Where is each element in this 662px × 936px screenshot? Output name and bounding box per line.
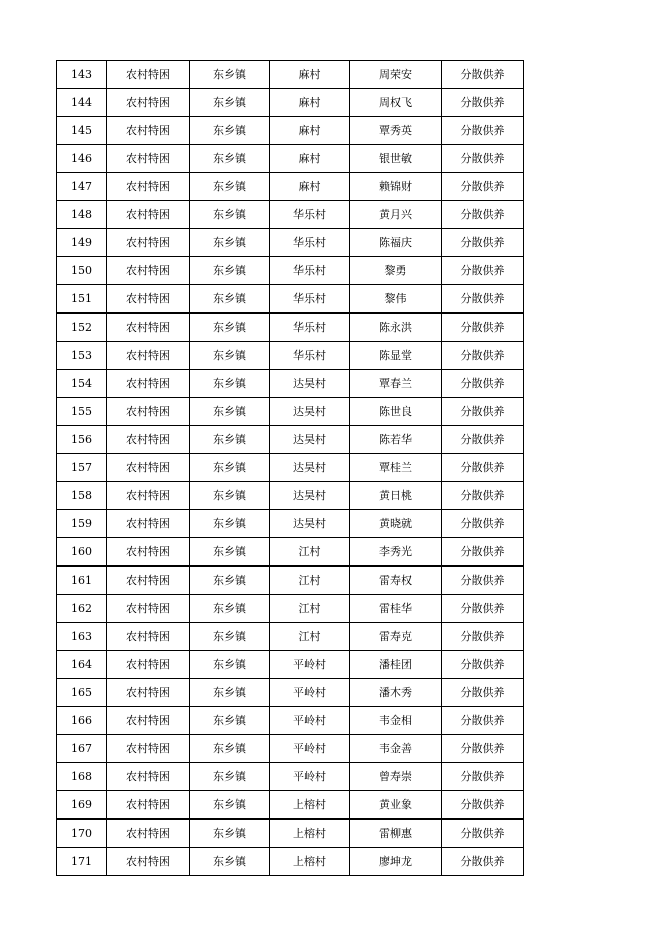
village-cell: 平岭村	[270, 735, 350, 763]
village-cell: 达昊村	[270, 454, 350, 482]
table-row	[57, 482, 524, 510]
support-method-cell: 分散供养	[442, 173, 524, 201]
name-cell: 黄晓就	[350, 510, 442, 538]
table-row	[57, 566, 524, 595]
row-number-cell: 158	[57, 482, 107, 510]
support-method-cell: 分散供养	[442, 566, 524, 595]
table-row	[57, 398, 524, 426]
category-cell: 农村特困	[107, 61, 190, 89]
row-number-cell: 152	[57, 313, 107, 342]
name-cell: 周权飞	[350, 89, 442, 117]
village-cell: 平岭村	[270, 707, 350, 735]
name-cell: 潘木秀	[350, 679, 442, 707]
village-cell: 达昊村	[270, 398, 350, 426]
town-cell: 东乡镇	[190, 707, 270, 735]
category-cell: 农村特困	[107, 538, 190, 567]
village-cell: 上榕村	[270, 819, 350, 848]
village-cell: 华乐村	[270, 342, 350, 370]
category-cell: 农村特困	[107, 707, 190, 735]
village-cell: 华乐村	[270, 201, 350, 229]
name-cell: 陈显堂	[350, 342, 442, 370]
support-method-cell: 分散供养	[442, 482, 524, 510]
category-cell: 农村特困	[107, 313, 190, 342]
name-cell: 陈若华	[350, 426, 442, 454]
category-cell: 农村特困	[107, 201, 190, 229]
row-number-cell: 146	[57, 145, 107, 173]
town-cell: 东乡镇	[190, 370, 270, 398]
row-number-cell: 166	[57, 707, 107, 735]
village-cell: 上榕村	[270, 848, 350, 876]
village-cell: 达昊村	[270, 370, 350, 398]
row-number-cell: 153	[57, 342, 107, 370]
table-row	[57, 173, 524, 201]
category-cell: 农村特困	[107, 257, 190, 285]
town-cell: 东乡镇	[190, 229, 270, 257]
row-number-cell: 148	[57, 201, 107, 229]
town-cell: 东乡镇	[190, 679, 270, 707]
category-cell: 农村特困	[107, 848, 190, 876]
table-row	[57, 370, 524, 398]
table-row	[57, 735, 524, 763]
town-cell: 东乡镇	[190, 848, 270, 876]
table-row	[57, 819, 524, 848]
row-number-cell: 169	[57, 791, 107, 820]
village-cell: 麻村	[270, 145, 350, 173]
row-number-cell: 170	[57, 819, 107, 848]
support-method-cell: 分散供养	[442, 791, 524, 820]
category-cell: 农村特困	[107, 426, 190, 454]
town-cell: 东乡镇	[190, 566, 270, 595]
name-cell: 李秀光	[350, 538, 442, 567]
village-cell: 麻村	[270, 173, 350, 201]
category-cell: 农村特困	[107, 763, 190, 791]
row-number-cell: 164	[57, 651, 107, 679]
name-cell: 陈世良	[350, 398, 442, 426]
town-cell: 东乡镇	[190, 145, 270, 173]
village-cell: 华乐村	[270, 285, 350, 314]
name-cell: 周荣安	[350, 61, 442, 89]
support-method-cell: 分散供养	[442, 229, 524, 257]
name-cell: 陈福庆	[350, 229, 442, 257]
name-cell: 雷柳惠	[350, 819, 442, 848]
category-cell: 农村特困	[107, 398, 190, 426]
town-cell: 东乡镇	[190, 735, 270, 763]
name-cell: 黄业象	[350, 791, 442, 820]
table-row	[57, 454, 524, 482]
village-cell: 达昊村	[270, 426, 350, 454]
town-cell: 东乡镇	[190, 61, 270, 89]
town-cell: 东乡镇	[190, 117, 270, 145]
category-cell: 农村特困	[107, 819, 190, 848]
support-method-cell: 分散供养	[442, 342, 524, 370]
name-cell: 覃春兰	[350, 370, 442, 398]
row-number-cell: 157	[57, 454, 107, 482]
category-cell: 农村特困	[107, 229, 190, 257]
row-number-cell: 144	[57, 89, 107, 117]
village-cell: 平岭村	[270, 679, 350, 707]
support-method-cell: 分散供养	[442, 623, 524, 651]
table-row	[57, 595, 524, 623]
category-cell: 农村特困	[107, 89, 190, 117]
table-row	[57, 651, 524, 679]
support-method-cell: 分散供养	[442, 679, 524, 707]
support-method-cell: 分散供养	[442, 285, 524, 314]
village-cell: 麻村	[270, 117, 350, 145]
town-cell: 东乡镇	[190, 201, 270, 229]
row-number-cell: 154	[57, 370, 107, 398]
support-method-cell: 分散供养	[442, 819, 524, 848]
town-cell: 东乡镇	[190, 651, 270, 679]
town-cell: 东乡镇	[190, 257, 270, 285]
village-cell: 华乐村	[270, 229, 350, 257]
row-number-cell: 145	[57, 117, 107, 145]
support-method-cell: 分散供养	[442, 454, 524, 482]
table-row	[57, 342, 524, 370]
row-number-cell: 143	[57, 61, 107, 89]
category-cell: 农村特困	[107, 117, 190, 145]
row-number-cell: 168	[57, 763, 107, 791]
town-cell: 东乡镇	[190, 89, 270, 117]
table-row	[57, 510, 524, 538]
name-cell: 陈永洪	[350, 313, 442, 342]
category-cell: 农村特困	[107, 285, 190, 314]
table-row	[57, 201, 524, 229]
category-cell: 农村特困	[107, 510, 190, 538]
category-cell: 农村特困	[107, 623, 190, 651]
village-cell: 麻村	[270, 61, 350, 89]
category-cell: 农村特困	[107, 651, 190, 679]
row-number-cell: 160	[57, 538, 107, 567]
support-method-cell: 分散供养	[442, 707, 524, 735]
village-cell: 麻村	[270, 89, 350, 117]
support-method-cell: 分散供养	[442, 117, 524, 145]
name-cell: 雷桂华	[350, 595, 442, 623]
village-cell: 达昊村	[270, 510, 350, 538]
row-number-cell: 147	[57, 173, 107, 201]
category-cell: 农村特困	[107, 173, 190, 201]
town-cell: 东乡镇	[190, 791, 270, 820]
table-row	[57, 679, 524, 707]
table-row	[57, 257, 524, 285]
category-cell: 农村特困	[107, 454, 190, 482]
roster-table	[56, 60, 524, 876]
table-row	[57, 61, 524, 89]
town-cell: 东乡镇	[190, 313, 270, 342]
town-cell: 东乡镇	[190, 510, 270, 538]
name-cell: 黎勇	[350, 257, 442, 285]
village-cell: 平岭村	[270, 651, 350, 679]
support-method-cell: 分散供养	[442, 426, 524, 454]
table-row	[57, 426, 524, 454]
row-number-cell: 162	[57, 595, 107, 623]
category-cell: 农村特困	[107, 566, 190, 595]
support-method-cell: 分散供养	[442, 651, 524, 679]
support-method-cell: 分散供养	[442, 257, 524, 285]
village-cell: 上榕村	[270, 791, 350, 820]
name-cell: 曾寿崇	[350, 763, 442, 791]
town-cell: 东乡镇	[190, 482, 270, 510]
village-cell: 平岭村	[270, 763, 350, 791]
row-number-cell: 167	[57, 735, 107, 763]
table-row	[57, 313, 524, 342]
row-number-cell: 163	[57, 623, 107, 651]
row-number-cell: 165	[57, 679, 107, 707]
name-cell: 韦金相	[350, 707, 442, 735]
town-cell: 东乡镇	[190, 173, 270, 201]
support-method-cell: 分散供养	[442, 538, 524, 567]
village-cell: 江村	[270, 566, 350, 595]
table-row	[57, 117, 524, 145]
name-cell: 黎伟	[350, 285, 442, 314]
category-cell: 农村特困	[107, 482, 190, 510]
support-method-cell: 分散供养	[442, 370, 524, 398]
support-method-cell: 分散供养	[442, 398, 524, 426]
village-cell: 江村	[270, 623, 350, 651]
category-cell: 农村特困	[107, 342, 190, 370]
row-number-cell: 171	[57, 848, 107, 876]
category-cell: 农村特困	[107, 595, 190, 623]
name-cell: 雷寿克	[350, 623, 442, 651]
town-cell: 东乡镇	[190, 623, 270, 651]
support-method-cell: 分散供养	[442, 848, 524, 876]
support-method-cell: 分散供养	[442, 61, 524, 89]
name-cell: 黄日桃	[350, 482, 442, 510]
category-cell: 农村特困	[107, 370, 190, 398]
village-cell: 江村	[270, 595, 350, 623]
support-method-cell: 分散供养	[442, 201, 524, 229]
name-cell: 潘桂团	[350, 651, 442, 679]
table-row	[57, 538, 524, 567]
name-cell: 覃秀英	[350, 117, 442, 145]
row-number-cell: 151	[57, 285, 107, 314]
category-cell: 农村特困	[107, 679, 190, 707]
table-row	[57, 763, 524, 791]
support-method-cell: 分散供养	[442, 145, 524, 173]
support-method-cell: 分散供养	[442, 595, 524, 623]
town-cell: 东乡镇	[190, 819, 270, 848]
town-cell: 东乡镇	[190, 426, 270, 454]
row-number-cell: 149	[57, 229, 107, 257]
row-number-cell: 150	[57, 257, 107, 285]
town-cell: 东乡镇	[190, 398, 270, 426]
town-cell: 东乡镇	[190, 342, 270, 370]
name-cell: 赖锦财	[350, 173, 442, 201]
support-method-cell: 分散供养	[442, 89, 524, 117]
table-row	[57, 848, 524, 876]
village-cell: 达昊村	[270, 482, 350, 510]
name-cell: 覃桂兰	[350, 454, 442, 482]
name-cell: 银世敏	[350, 145, 442, 173]
category-cell: 农村特困	[107, 791, 190, 820]
name-cell: 廖坤龙	[350, 848, 442, 876]
name-cell: 雷寿权	[350, 566, 442, 595]
support-method-cell: 分散供养	[442, 763, 524, 791]
row-number-cell: 155	[57, 398, 107, 426]
town-cell: 东乡镇	[190, 538, 270, 567]
row-number-cell: 156	[57, 426, 107, 454]
row-number-cell: 159	[57, 510, 107, 538]
support-method-cell: 分散供养	[442, 313, 524, 342]
support-method-cell: 分散供养	[442, 735, 524, 763]
table-row	[57, 791, 524, 820]
town-cell: 东乡镇	[190, 285, 270, 314]
roster-table-body	[57, 61, 524, 876]
town-cell: 东乡镇	[190, 454, 270, 482]
name-cell: 黄月兴	[350, 201, 442, 229]
table-row	[57, 285, 524, 314]
village-cell: 华乐村	[270, 313, 350, 342]
category-cell: 农村特困	[107, 145, 190, 173]
support-method-cell: 分散供养	[442, 510, 524, 538]
town-cell: 东乡镇	[190, 595, 270, 623]
village-cell: 江村	[270, 538, 350, 567]
town-cell: 东乡镇	[190, 763, 270, 791]
table-row	[57, 229, 524, 257]
name-cell: 韦金善	[350, 735, 442, 763]
table-row	[57, 145, 524, 173]
table-row	[57, 707, 524, 735]
row-number-cell: 161	[57, 566, 107, 595]
category-cell: 农村特困	[107, 735, 190, 763]
table-row	[57, 89, 524, 117]
table-row	[57, 623, 524, 651]
village-cell: 华乐村	[270, 257, 350, 285]
